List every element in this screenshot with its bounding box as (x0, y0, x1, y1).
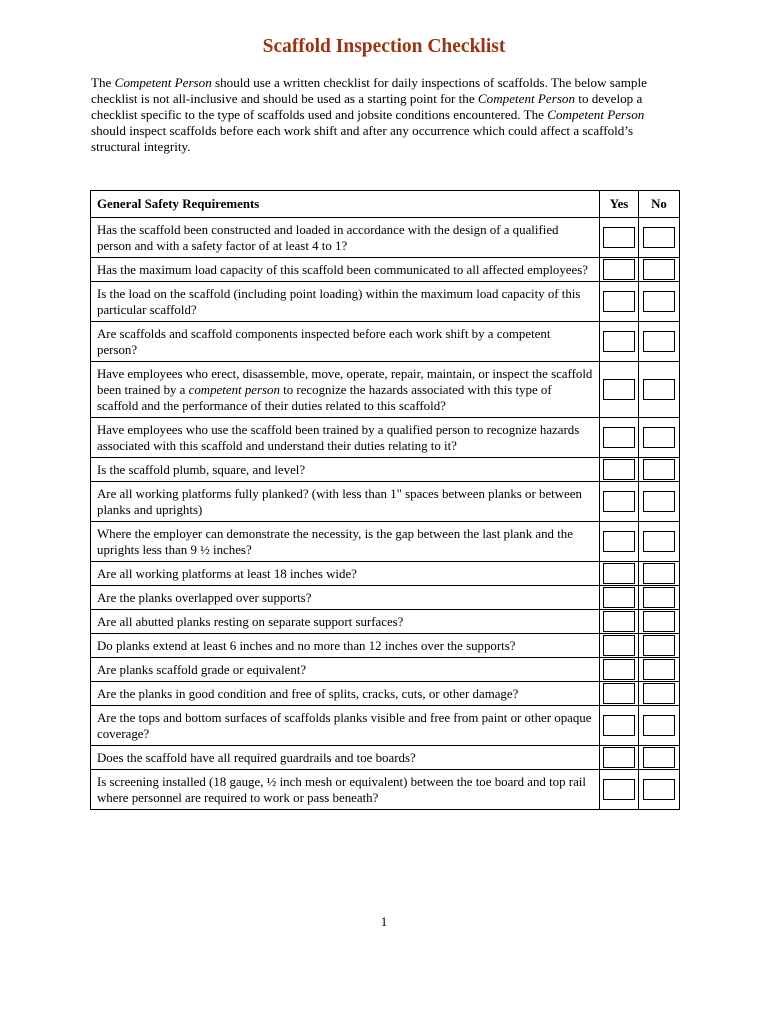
yes-cell (600, 458, 639, 482)
question-cell (91, 218, 600, 258)
question-text: Are all abutted planks resting on separate support surfaces? (97, 615, 404, 629)
no-cell (639, 586, 680, 610)
no-checkbox[interactable] (643, 587, 675, 608)
table-row (91, 458, 680, 482)
intro-emphasis: Competent Person (477, 91, 576, 106)
intro-emphasis: Competent Person (114, 75, 212, 90)
yes-checkbox[interactable] (603, 379, 635, 400)
no-checkbox[interactable] (643, 379, 675, 400)
question-cell (91, 658, 600, 682)
no-cell (639, 562, 680, 586)
no-checkbox[interactable] (643, 259, 675, 280)
no-checkbox[interactable] (643, 747, 675, 768)
no-cell (639, 322, 680, 362)
no-checkbox[interactable] (643, 331, 675, 352)
yes-checkbox[interactable] (603, 427, 635, 448)
no-checkbox[interactable] (643, 683, 675, 704)
no-checkbox[interactable] (643, 427, 675, 448)
intro-text: to develop a checklist specific to the type of scaffolds used and jobsite conditions encountered. The (91, 91, 643, 122)
yes-cell (600, 562, 639, 586)
table-row (91, 218, 680, 258)
yes-checkbox[interactable] (603, 715, 635, 736)
question-cell (91, 362, 600, 418)
no-cell (639, 282, 680, 322)
table-row (91, 562, 680, 586)
question-cell (91, 586, 600, 610)
yes-checkbox[interactable] (603, 611, 635, 632)
document-title: Scaffold Inspection Checklist (262, 36, 506, 57)
question-cell (91, 482, 600, 522)
no-checkbox[interactable] (643, 779, 675, 800)
no-cell (639, 610, 680, 634)
yes-checkbox[interactable] (603, 683, 635, 704)
question-text: Is the load on the scaffold (including point loading) within the maximum load capacity of this particular scaffold? (97, 287, 581, 317)
question-cell (91, 458, 600, 482)
yes-checkbox[interactable] (603, 779, 635, 800)
yes-cell (600, 258, 639, 282)
no-checkbox[interactable] (643, 715, 675, 736)
yes-cell (600, 522, 639, 562)
table-row (91, 322, 680, 362)
question-cell (91, 522, 600, 562)
question-cell (91, 682, 600, 706)
no-cell (639, 682, 680, 706)
question-text: Is the scaffold plumb, square, and level? (97, 463, 306, 477)
no-cell (639, 634, 680, 658)
no-checkbox[interactable] (643, 659, 675, 680)
question-text: to recognize the hazards associated with this type of scaffold and the performance of their duties related to this scaffold? (97, 383, 552, 413)
table-row (91, 746, 680, 770)
table-row (91, 610, 680, 634)
intro-text: should inspect scaffolds before each work shift and after any occurrence which could affect a scaffold’s structural integrity. (91, 123, 634, 154)
yes-checkbox[interactable] (603, 331, 635, 352)
yes-checkbox[interactable] (603, 491, 635, 512)
yes-cell (600, 682, 639, 706)
question-text: Has the scaffold been constructed and loaded in accordance with the design of a qualified person and with a safety factor of at least 4 to 1? (97, 223, 559, 253)
yes-cell (600, 634, 639, 658)
yes-checkbox[interactable] (603, 227, 635, 248)
page-number: 1 (380, 914, 388, 929)
intro-emphasis: Competent Person (547, 107, 645, 122)
table-row (91, 682, 680, 706)
question-text: Have employees who use the scaffold been trained by a qualified person to recognize hazards associated with this scaffold and understand their duties relating to it? (97, 423, 580, 453)
no-cell (639, 458, 680, 482)
inspection-checklist-table (90, 190, 680, 810)
no-checkbox[interactable] (643, 459, 675, 480)
question-cell (91, 770, 600, 810)
question-text: Is screening installed (18 gauge, ½ inch mesh or equivalent) between the toe board and top rail where personnel are required to work or pass beneath? (97, 775, 586, 805)
header-no: No (639, 191, 680, 218)
question-cell (91, 634, 600, 658)
table-row (91, 634, 680, 658)
yes-checkbox[interactable] (603, 259, 635, 280)
no-cell (639, 418, 680, 458)
question-text: Are the planks overlapped over supports? (97, 591, 312, 605)
no-cell (639, 522, 680, 562)
yes-cell (600, 610, 639, 634)
no-checkbox[interactable] (643, 227, 675, 248)
question-text: Does the scaffold have all required guardrails and toe boards? (97, 751, 416, 765)
no-cell (639, 482, 680, 522)
no-cell (639, 706, 680, 746)
no-checkbox[interactable] (643, 291, 675, 312)
question-text: Are scaffolds and scaffold components inspected before each work shift by a competent person? (97, 327, 551, 357)
no-cell (639, 362, 680, 418)
no-checkbox[interactable] (643, 635, 675, 656)
yes-cell (600, 586, 639, 610)
yes-checkbox[interactable] (603, 459, 635, 480)
checklist-body (91, 218, 680, 810)
yes-cell (600, 218, 639, 258)
header-yes: Yes (600, 191, 639, 218)
question-text: Do planks extend at least 6 inches and no more than 12 inches over the supports? (97, 639, 516, 653)
yes-cell (600, 362, 639, 418)
yes-cell (600, 482, 639, 522)
question-text: Are the planks in good condition and free of splits, cracks, cuts, or other damage? (97, 687, 519, 701)
table-row (91, 706, 680, 746)
yes-checkbox[interactable] (603, 747, 635, 768)
no-cell (639, 218, 680, 258)
table-row (91, 482, 680, 522)
table-row (91, 258, 680, 282)
yes-cell (600, 282, 639, 322)
intro-text: should use a written checklist for daily inspections of scaffolds. The below sample checklist is not all-inclusive and should be used as a starting point for the (91, 75, 647, 106)
yes-checkbox[interactable] (603, 563, 635, 584)
question-cell (91, 258, 600, 282)
yes-cell (600, 322, 639, 362)
question-emphasis: competent person (188, 383, 280, 397)
no-checkbox[interactable] (643, 563, 675, 584)
yes-cell (600, 418, 639, 458)
yes-cell (600, 706, 639, 746)
header-requirements: General Safety Requirements (91, 191, 600, 218)
yes-checkbox[interactable] (603, 635, 635, 656)
no-cell (639, 258, 680, 282)
yes-cell (600, 658, 639, 682)
no-checkbox[interactable] (643, 531, 675, 552)
question-cell (91, 706, 600, 746)
no-cell (639, 770, 680, 810)
table-row (91, 282, 680, 322)
table-row (91, 362, 680, 418)
question-cell (91, 610, 600, 634)
intro-text: The (91, 75, 115, 90)
yes-checkbox[interactable] (603, 291, 635, 312)
no-cell (639, 746, 680, 770)
question-cell (91, 282, 600, 322)
question-text: Are all working platforms fully planked? (with less than 1" spaces between planks or between planks and uprights) (97, 487, 582, 517)
no-checkbox[interactable] (643, 611, 675, 632)
table-header-row (91, 191, 680, 218)
yes-checkbox[interactable] (603, 531, 635, 552)
yes-checkbox[interactable] (603, 659, 635, 680)
question-text: Where the employer can demonstrate the necessity, is the gap between the last plank and the uprights less than 9 ½ inches? (97, 527, 573, 557)
question-text: Are all working platforms at least 18 inches wide? (97, 567, 357, 581)
table-row (91, 770, 680, 810)
yes-cell (600, 746, 639, 770)
question-text: Are planks scaffold grade or equivalent? (97, 663, 307, 677)
question-text: Has the maximum load capacity of this scaffold been communicated to all affected employees? (97, 263, 588, 277)
question-cell (91, 746, 600, 770)
table-row (91, 586, 680, 610)
question-text: Have employees who erect, disassemble, move, operate, repair, maintain, or inspect the scaffold been trained by a (97, 367, 593, 397)
yes-cell (600, 770, 639, 810)
yes-checkbox[interactable] (603, 587, 635, 608)
question-cell (91, 418, 600, 458)
table-row (91, 522, 680, 562)
table-row (91, 418, 680, 458)
question-cell (91, 322, 600, 362)
table-row (91, 658, 680, 682)
question-text: Are the tops and bottom surfaces of scaffolds planks visible and free from paint or other opaque coverage? (97, 711, 592, 741)
question-cell (91, 562, 600, 586)
no-checkbox[interactable] (643, 491, 675, 512)
intro-paragraph (91, 75, 681, 155)
no-cell (639, 658, 680, 682)
